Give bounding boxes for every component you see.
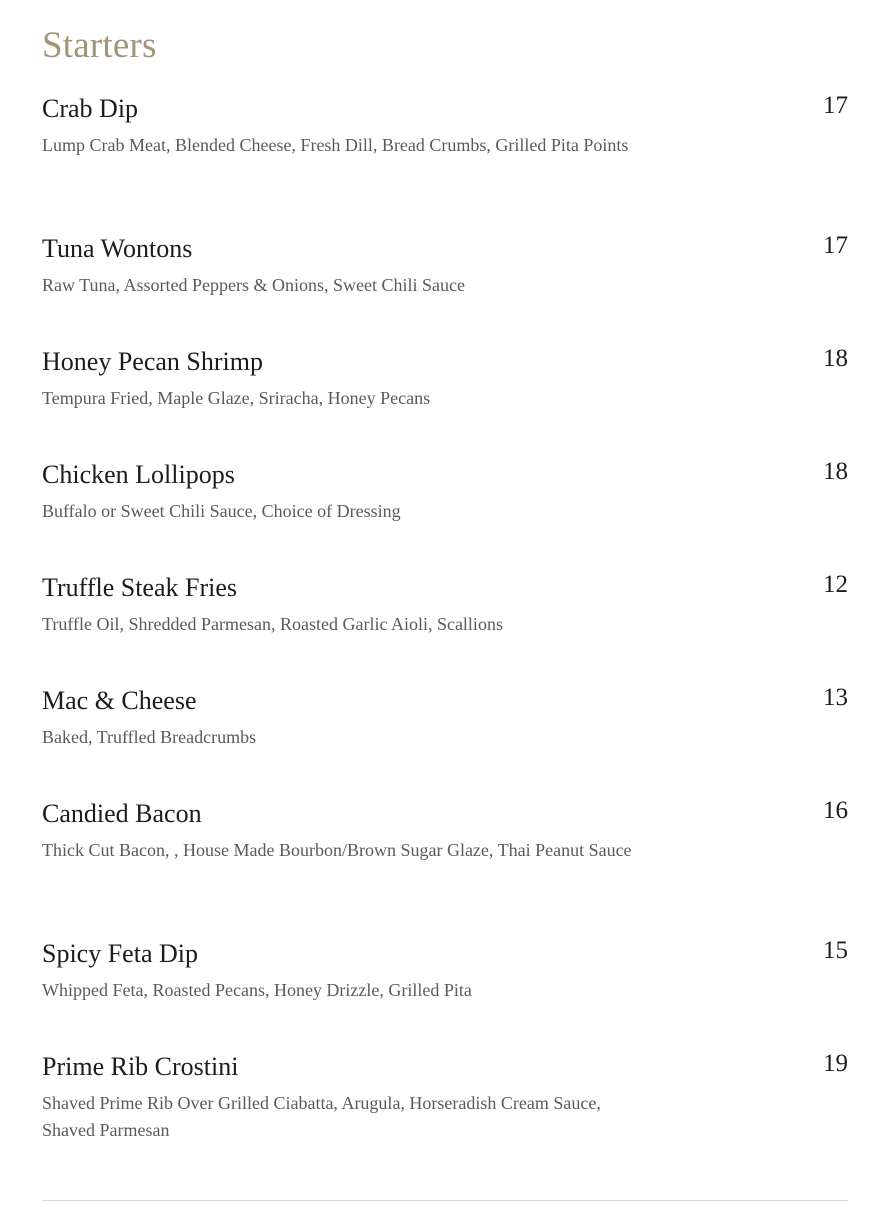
item-price: 15: [823, 937, 848, 964]
item-description: Truffle Oil, Shredded Parmesan, Roasted Garlic Aioli, Scallions: [42, 614, 503, 634]
item-name: Spicy Feta Dip: [42, 939, 198, 968]
item-price: 13: [823, 684, 848, 711]
item-name: Mac & Cheese: [42, 686, 197, 715]
item-description: Thick Cut Bacon, , House Made Bourbon/Brown Sugar Glaze, Thai Peanut Sauce: [42, 840, 632, 860]
item-description: Tempura Fried, Maple Glaze, Sriracha, Honey Pecans: [42, 388, 431, 408]
item-name: Chicken Lollipops: [42, 460, 235, 489]
item-price: 19: [823, 1050, 848, 1077]
item-description: Shaved Prime Rib Over Grilled Ciabatta, Arugula, Horseradish Cream Sauce, Shaved Parmesan: [42, 1093, 601, 1140]
item-description: Whipped Feta, Roasted Pecans, Honey Drizzle, Grilled Pita: [42, 980, 472, 1000]
item-price: 16: [823, 797, 848, 824]
item-price: 18: [823, 458, 848, 485]
item-description: Raw Tuna, Assorted Peppers & Onions, Sweet Chili Sauce: [42, 275, 465, 295]
item-price: 12: [823, 571, 848, 598]
item-description: Buffalo or Sweet Chili Sauce, Choice of Dressing: [42, 501, 401, 521]
item-name: Honey Pecan Shrimp: [42, 347, 263, 376]
item-price: 17: [823, 232, 848, 259]
item-description: Lump Crab Meat, Blended Cheese, Fresh Dill, Bread Crumbs, Grilled Pita Points: [42, 135, 629, 155]
item-name: Prime Rib Crostini: [42, 1052, 239, 1081]
item-name: Crab Dip: [42, 94, 139, 123]
section-divider: [42, 1200, 848, 1201]
section-title: Starters: [42, 25, 157, 66]
item-name: Tuna Wontons: [42, 234, 193, 263]
item-price: 17: [823, 92, 848, 119]
item-price: 18: [823, 345, 848, 372]
item-name: Truffle Steak Fries: [42, 573, 237, 602]
item-description: Baked, Truffled Breadcrumbs: [42, 727, 257, 747]
item-name: Candied Bacon: [42, 799, 202, 828]
